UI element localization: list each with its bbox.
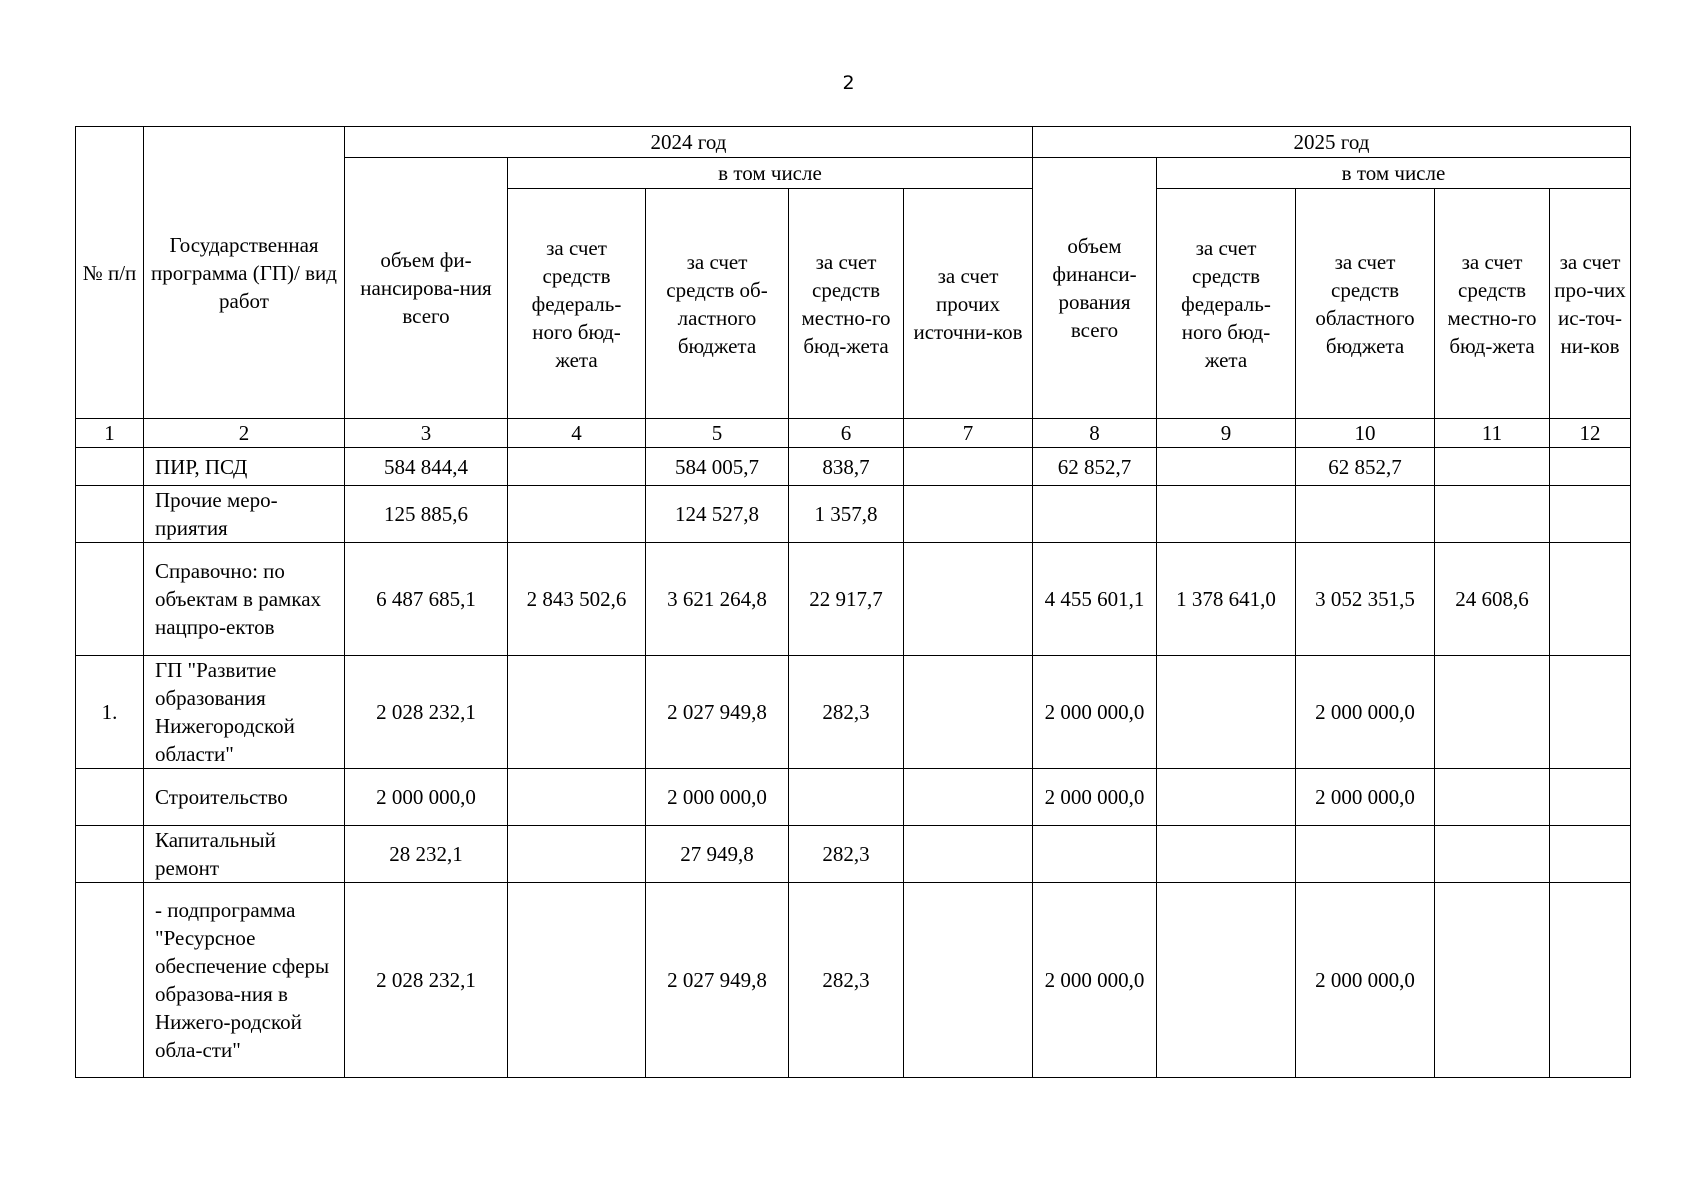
column-number: 12 [1550, 419, 1631, 448]
header-total-2025: объем финанси-рования всего [1033, 158, 1157, 419]
cell-other-2025 [1550, 769, 1631, 826]
cell-local-2024 [789, 769, 904, 826]
cell-other-2024 [904, 448, 1033, 486]
column-number: 1 [76, 419, 144, 448]
cell-federal-2025 [1157, 656, 1296, 769]
cell-federal-2024 [508, 826, 646, 883]
cell-total-2025 [1033, 826, 1157, 883]
cell-other-2024 [904, 826, 1033, 883]
row-num [76, 448, 144, 486]
header-federal-2025: за счет средств федераль-ного бюд-жета [1157, 189, 1296, 419]
cell-regional-2025: 2 000 000,0 [1296, 883, 1435, 1078]
cell-federal-2024: 2 843 502,6 [508, 543, 646, 656]
column-number: 4 [508, 419, 646, 448]
row-num [76, 769, 144, 826]
header-num: № п/п [76, 127, 144, 419]
cell-total-2024: 2 028 232,1 [345, 883, 508, 1078]
cell-regional-2025 [1296, 486, 1435, 543]
cell-other-2025 [1550, 656, 1631, 769]
cell-other-2025 [1550, 448, 1631, 486]
cell-other-2024 [904, 656, 1033, 769]
cell-local-2024: 282,3 [789, 883, 904, 1078]
cell-regional-2024: 2 000 000,0 [646, 769, 789, 826]
cell-total-2024: 2 000 000,0 [345, 769, 508, 826]
column-number: 8 [1033, 419, 1157, 448]
cell-other-2024 [904, 769, 1033, 826]
row-name: Прочие меро-приятия [144, 486, 345, 543]
cell-local-2025 [1435, 448, 1550, 486]
cell-federal-2024 [508, 883, 646, 1078]
cell-regional-2024: 27 949,8 [646, 826, 789, 883]
cell-local-2025 [1435, 769, 1550, 826]
cell-other-2025 [1550, 826, 1631, 883]
table-row [76, 543, 1631, 656]
cell-total-2025: 4 455 601,1 [1033, 543, 1157, 656]
header-local-2025: за счет средств местно-го бюд-жета [1435, 189, 1550, 419]
cell-total-2024: 28 232,1 [345, 826, 508, 883]
header-regional-2024: за счет средств об-ластного бюджета [646, 189, 789, 419]
table-header [76, 127, 1631, 448]
cell-federal-2024 [508, 769, 646, 826]
cell-federal-2024 [508, 486, 646, 543]
header-other-2024: за счет прочих источни-ков [904, 189, 1033, 419]
cell-regional-2024: 3 621 264,8 [646, 543, 789, 656]
cell-local-2025 [1435, 883, 1550, 1078]
cell-regional-2025: 62 852,7 [1296, 448, 1435, 486]
financing-table [75, 126, 1631, 1078]
cell-total-2025: 2 000 000,0 [1033, 883, 1157, 1078]
header-regional-2025: за счет средств областного бюджета [1296, 189, 1435, 419]
page-number: 2 [842, 72, 855, 94]
cell-federal-2025 [1157, 448, 1296, 486]
row-num [76, 543, 144, 656]
cell-other-2024 [904, 543, 1033, 656]
column-numbers-row [76, 419, 1631, 448]
row-num [76, 486, 144, 543]
cell-federal-2025 [1157, 826, 1296, 883]
header-local-2024: за счет средств местно-го бюд-жета [789, 189, 904, 419]
cell-regional-2025: 2 000 000,0 [1296, 769, 1435, 826]
table-row [76, 826, 1631, 883]
column-number: 9 [1157, 419, 1296, 448]
cell-total-2025: 2 000 000,0 [1033, 656, 1157, 769]
cell-regional-2024: 2 027 949,8 [646, 883, 789, 1078]
cell-total-2025: 62 852,7 [1033, 448, 1157, 486]
cell-local-2024: 282,3 [789, 656, 904, 769]
row-num: 1. [76, 656, 144, 769]
cell-total-2024: 2 028 232,1 [345, 656, 508, 769]
table-row [76, 448, 1631, 486]
cell-local-2024: 282,3 [789, 826, 904, 883]
cell-total-2025 [1033, 486, 1157, 543]
cell-other-2025 [1550, 543, 1631, 656]
row-num [76, 826, 144, 883]
row-name: Строительство [144, 769, 345, 826]
cell-regional-2025 [1296, 826, 1435, 883]
table-body [76, 448, 1631, 1078]
header-program: Государственная программа (ГП)/ вид работ [144, 127, 345, 419]
cell-federal-2025 [1157, 883, 1296, 1078]
row-name: Справочно: по объектам в рамках нацпро-ектов [144, 543, 345, 656]
cell-local-2025 [1435, 826, 1550, 883]
header-total-2024: объем фи-нансирова-ния всего [345, 158, 508, 419]
cell-local-2024: 838,7 [789, 448, 904, 486]
cell-local-2025: 24 608,6 [1435, 543, 1550, 656]
cell-total-2024: 125 885,6 [345, 486, 508, 543]
cell-federal-2024 [508, 656, 646, 769]
cell-local-2025 [1435, 486, 1550, 543]
column-number: 6 [789, 419, 904, 448]
cell-federal-2024 [508, 448, 646, 486]
column-number: 2 [144, 419, 345, 448]
header-other-2025: за счет про-чих ис-точ-ни-ков [1550, 189, 1631, 419]
cell-local-2024: 1 357,8 [789, 486, 904, 543]
header-including-2025: в том числе [1157, 158, 1631, 189]
row-num [76, 883, 144, 1078]
header-including-2024: в том числе [508, 158, 1033, 189]
cell-other-2025 [1550, 486, 1631, 543]
cell-federal-2025: 1 378 641,0 [1157, 543, 1296, 656]
header-federal-2024: за счет средств федераль-ного бюд-жета [508, 189, 646, 419]
row-name: ПИР, ПСД [144, 448, 345, 486]
cell-federal-2025 [1157, 769, 1296, 826]
table-row [76, 883, 1631, 1078]
cell-total-2024: 584 844,4 [345, 448, 508, 486]
row-name: ГП "Развитие образования Нижегородской области" [144, 656, 345, 769]
cell-federal-2025 [1157, 486, 1296, 543]
row-name: Капитальный ремонт [144, 826, 345, 883]
header-year-2024: 2024 год [345, 127, 1033, 158]
cell-regional-2025: 2 000 000,0 [1296, 656, 1435, 769]
cell-local-2025 [1435, 656, 1550, 769]
table-row [76, 656, 1631, 769]
cell-total-2025: 2 000 000,0 [1033, 769, 1157, 826]
cell-local-2024: 22 917,7 [789, 543, 904, 656]
cell-regional-2024: 124 527,8 [646, 486, 789, 543]
column-number: 10 [1296, 419, 1435, 448]
header-year-2025: 2025 год [1033, 127, 1631, 158]
table-row [76, 486, 1631, 543]
column-number: 5 [646, 419, 789, 448]
table-row [76, 769, 1631, 826]
column-number: 11 [1435, 419, 1550, 448]
cell-other-2024 [904, 486, 1033, 543]
cell-other-2025 [1550, 883, 1631, 1078]
cell-regional-2024: 584 005,7 [646, 448, 789, 486]
cell-total-2024: 6 487 685,1 [345, 543, 508, 656]
cell-other-2024 [904, 883, 1033, 1078]
cell-regional-2024: 2 027 949,8 [646, 656, 789, 769]
column-number: 7 [904, 419, 1033, 448]
cell-regional-2025: 3 052 351,5 [1296, 543, 1435, 656]
column-number: 3 [345, 419, 508, 448]
row-name: - подпрограмма "Ресурсное обеспечение сферы образова-ния в Нижего-родской обла-сти" [144, 883, 345, 1078]
